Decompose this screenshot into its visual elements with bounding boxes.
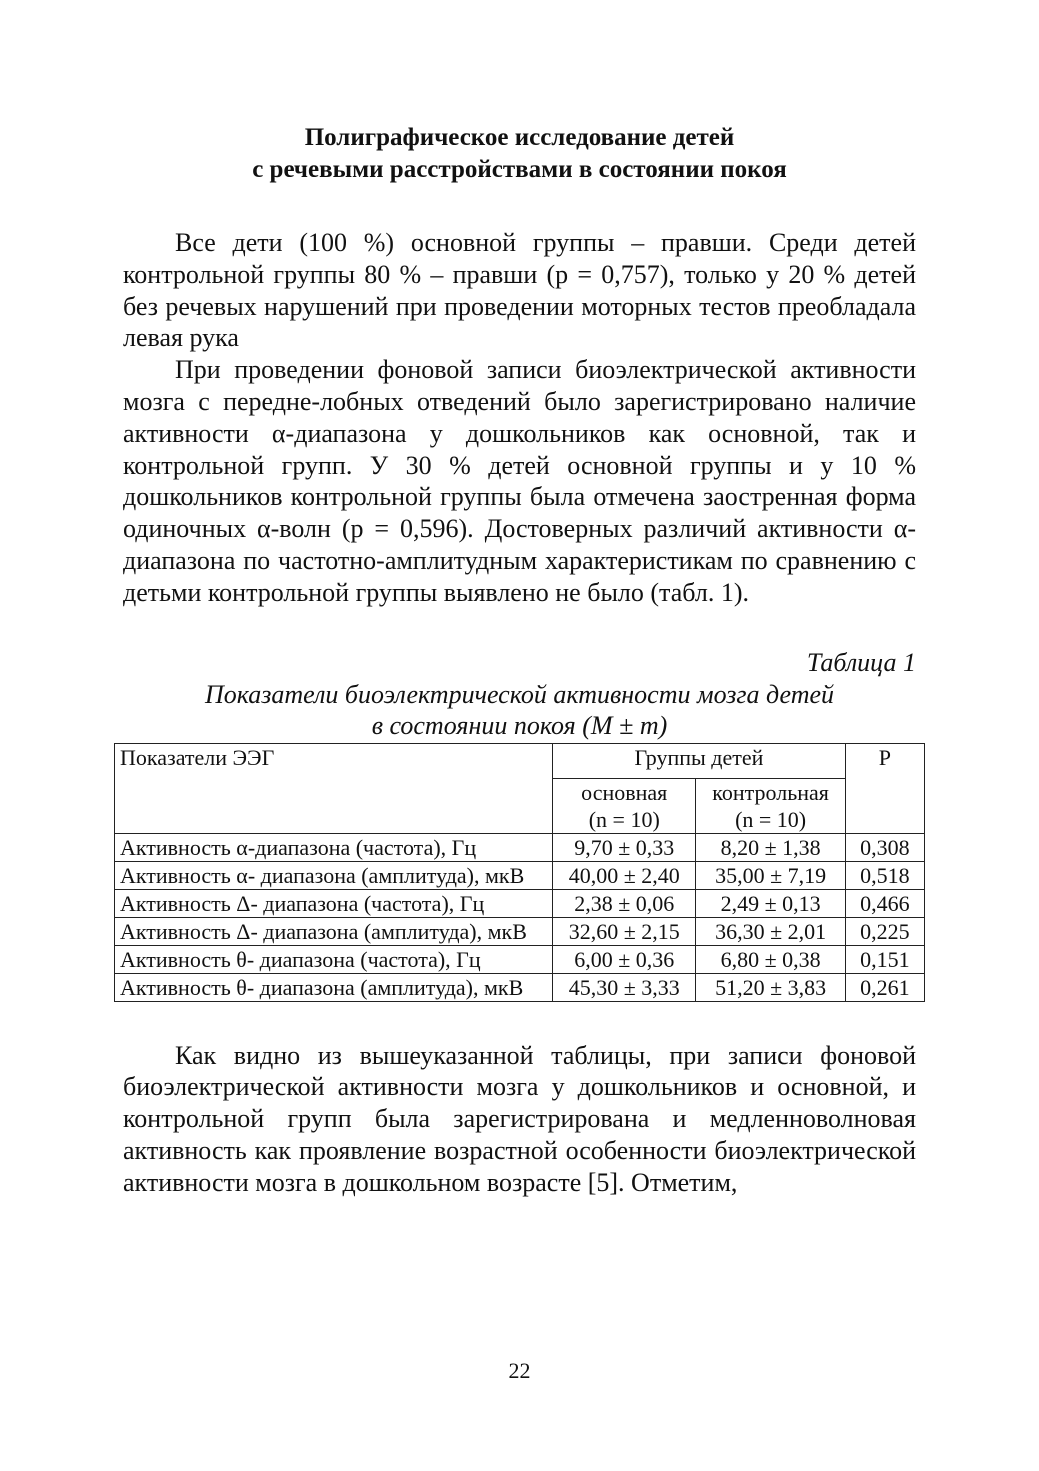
row-main-value: 9,70 ± 0,33: [553, 833, 696, 861]
row-indicator: Активность Δ- диапазона (амплитуда), мкВ: [115, 917, 553, 945]
table-row: [115, 973, 925, 1001]
row-p-value: 0,518: [845, 861, 924, 889]
table-caption: [123, 679, 916, 741]
row-p-value: 0,225: [845, 917, 924, 945]
table-row: [115, 917, 925, 945]
row-indicator: Активность α- диапазона (амплитуда), мкВ: [115, 861, 553, 889]
row-indicator: Активность α-диапазона (частота), Гц: [115, 833, 553, 861]
row-main-value: 6,00 ± 0,36: [553, 945, 696, 973]
row-control-value: 36,30 ± 2,01: [696, 917, 845, 945]
table-caption-line-1: Показатели биоэлектрической активности мозга детей: [204, 679, 835, 709]
row-indicator: Активность θ- диапазона (частота), Гц: [115, 945, 553, 973]
row-control-value: 2,49 ± 0,13: [696, 889, 845, 917]
row-p-value: 0,261: [845, 973, 924, 1001]
row-main-value: 40,00 ± 2,40: [553, 861, 696, 889]
table-caption-line-2: в состоянии покоя (M ± m): [371, 710, 668, 740]
eeg-table: [114, 743, 925, 1002]
page-content: [120, 122, 916, 1199]
header-indicator: Показатели ЭЭГ: [115, 743, 553, 833]
row-indicator: Активность Δ- диапазона (частота), Гц: [115, 889, 553, 917]
paragraph-slow-wave: Как видно из вышеуказанной таблицы, при записи фоновой биоэлектрической активности мозга у дошкольников и основной, и контрольной групп была зарегистрирована и медленноволновая активность как проявление возрастной особенности биоэлектрической активности мозга в дошкольном возрасте [5]. Отметим,: [123, 1040, 916, 1197]
table-row: [115, 945, 925, 973]
row-control-value: 6,80 ± 0,38: [696, 945, 845, 973]
row-p-value: 0,308: [845, 833, 924, 861]
header-control-label: контрольная: [712, 779, 829, 805]
table-label: Таблица 1: [806, 647, 916, 677]
row-main-value: 2,38 ± 0,06: [553, 889, 696, 917]
table-row: [115, 861, 925, 889]
row-main-value: 45,30 ± 3,33: [553, 973, 696, 1001]
heading-line-2: с речевыми расстройствами в состоянии покоя: [252, 156, 787, 183]
section-heading: [123, 122, 916, 186]
row-control-value: 8,20 ± 1,38: [696, 833, 845, 861]
page-number: 22: [508, 1358, 531, 1383]
paragraph-handedness: Все дети (100 %) основной группы – правши. Среди детей контрольной группы 80 % – правши (р = 0,757), только у 20 % детей без речевых нарушений при проведении моторных тестов преобладала левая рука: [123, 228, 916, 353]
header-control-group: [696, 778, 845, 833]
header-control-n: (n = 10): [735, 806, 807, 832]
row-control-value: 35,00 ± 7,19: [696, 861, 845, 889]
header-main-group: [553, 778, 696, 833]
paragraph-alpha-activity: При проведении фоновой записи биоэлектрической активности мозга с передне-лобных отведений было зарегистрировано наличие активности α-диапазона у дошкольников как основной, так и контрольной групп. У 30 % детей основной группы и у 10 % дошкольников контрольной группы была отмечена заостренная форма одиночных α-волн (р = 0,596). Достоверных различий активности α-диапазона по частотно-амплитудным характеристикам по сравнению с детьми контрольной группы выявлено не было (табл. 1).: [123, 355, 916, 607]
row-p-value: 0,466: [845, 889, 924, 917]
table-header-row: [115, 743, 925, 778]
header-p: P: [845, 743, 924, 833]
table-row: [115, 833, 925, 861]
row-p-value: 0,151: [845, 945, 924, 973]
header-main-n: (n = 10): [588, 806, 660, 832]
row-indicator: Активность θ- диапазона (амплитуда), мкВ: [115, 973, 553, 1001]
row-control-value: 51,20 ± 3,83: [696, 973, 845, 1001]
heading-line-1: Полиграфическое исследование детей: [304, 124, 735, 151]
row-main-value: 32,60 ± 2,15: [553, 917, 696, 945]
table-row: [115, 889, 925, 917]
header-main-label: основная: [581, 779, 668, 805]
header-groups: Группы детей: [553, 743, 846, 778]
